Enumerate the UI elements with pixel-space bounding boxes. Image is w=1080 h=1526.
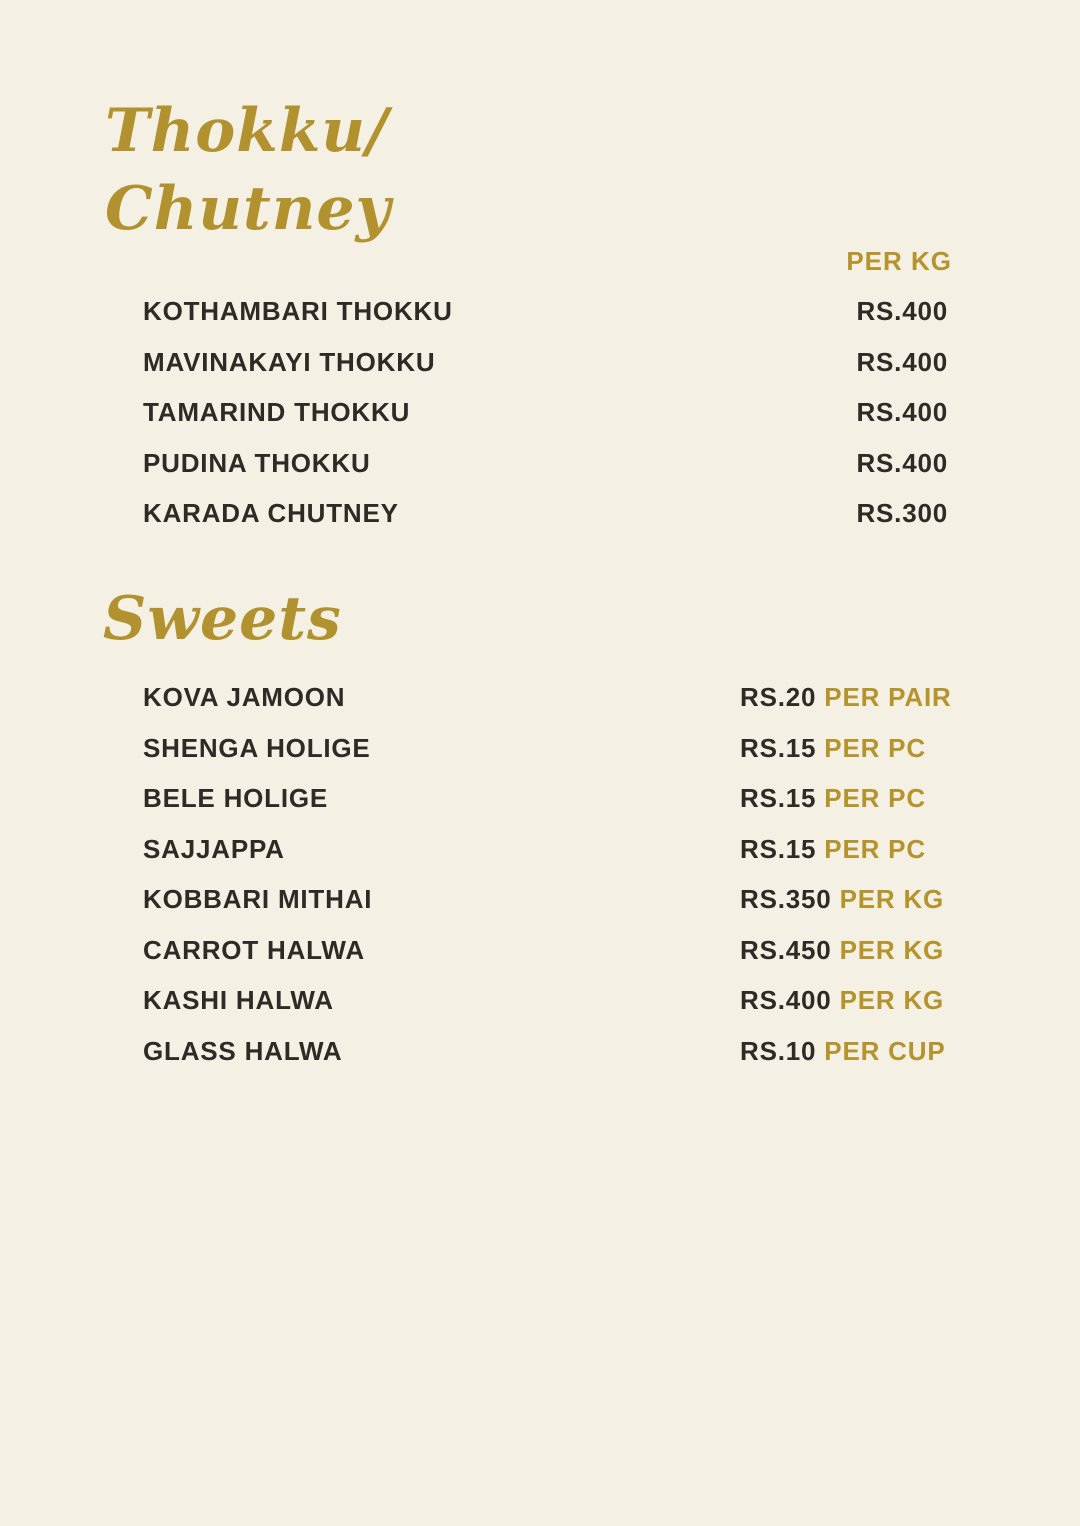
item-price-cell	[740, 985, 944, 1016]
item-price-cell	[740, 834, 926, 865]
item-unit: PER CUP	[824, 1035, 946, 1066]
item-price: RS.450	[740, 934, 832, 965]
item-name: SAJJAPPA	[143, 833, 285, 864]
item-name: CARROT HALWA	[143, 934, 365, 965]
menu-item-row	[143, 397, 948, 448]
item-price: RS.15	[740, 783, 817, 813]
title-line: Chutney	[105, 174, 392, 244]
item-price-cell	[740, 1036, 945, 1067]
item-name: PUDINA THOKKU	[143, 447, 371, 478]
item-price: RS.400	[856, 447, 948, 478]
item-name: KARADA CHUTNEY	[143, 498, 399, 528]
item-price-cell	[740, 682, 952, 713]
menu-item-row	[143, 935, 948, 986]
menu-item-row	[143, 682, 952, 733]
item-price: RS.15	[740, 732, 817, 763]
item-price: RS.400	[856, 397, 948, 427]
thokku-chutney-item-list	[143, 296, 948, 549]
item-unit: PER PAIR	[824, 682, 952, 712]
unit-column-header: PER KG	[846, 246, 952, 276]
menu-item-row	[143, 498, 948, 549]
item-name: MAVINAKAYI THOKKU	[143, 346, 436, 377]
menu-item-row	[143, 296, 948, 347]
sweets-item-list	[143, 682, 952, 1086]
item-unit: PER KG	[839, 884, 945, 914]
menu-item-row	[143, 1036, 948, 1087]
item-price: RS.400	[740, 985, 832, 1015]
item-price-cell	[740, 935, 944, 966]
item-name: KOTHAMBARI THOKKU	[143, 296, 453, 326]
title-line: Thokku/	[105, 96, 389, 166]
menu-item-row	[143, 733, 948, 784]
item-unit: PER KG	[839, 934, 945, 965]
title-line: Sweets	[103, 584, 342, 654]
section-title-sweets	[103, 580, 342, 658]
menu-item-row	[143, 783, 948, 834]
item-price: RS.15	[740, 833, 817, 864]
menu-item-row	[143, 834, 948, 885]
item-price: RS.350	[740, 884, 832, 914]
item-price: RS.20	[740, 682, 817, 712]
item-price: RS.400	[856, 346, 948, 377]
section-title-thokku-chutney	[105, 92, 391, 248]
item-price: RS.10	[740, 1035, 817, 1066]
menu-item-row	[143, 985, 948, 1036]
item-unit: PER KG	[839, 985, 945, 1015]
item-name: KASHI HALWA	[143, 985, 334, 1015]
item-price-cell	[740, 783, 926, 814]
item-name: SHENGA HOLIGE	[143, 732, 371, 763]
item-name: TAMARIND THOKKU	[143, 397, 411, 427]
menu-item-row	[143, 884, 948, 935]
item-price: RS.400	[856, 296, 948, 326]
item-name: GLASS HALWA	[143, 1035, 343, 1066]
item-name: BELE HOLIGE	[143, 783, 329, 813]
item-unit: PER PC	[824, 783, 926, 813]
item-unit: PER PC	[824, 732, 926, 763]
menu-item-row	[143, 448, 948, 499]
item-unit: PER PC	[824, 833, 926, 864]
item-price-cell	[740, 733, 926, 764]
menu-item-row	[143, 347, 948, 398]
item-name: KOBBARI MITHAI	[143, 884, 373, 914]
item-price: RS.300	[856, 498, 948, 528]
item-name: KOVA JAMOON	[143, 682, 346, 712]
item-price-cell	[740, 884, 944, 915]
